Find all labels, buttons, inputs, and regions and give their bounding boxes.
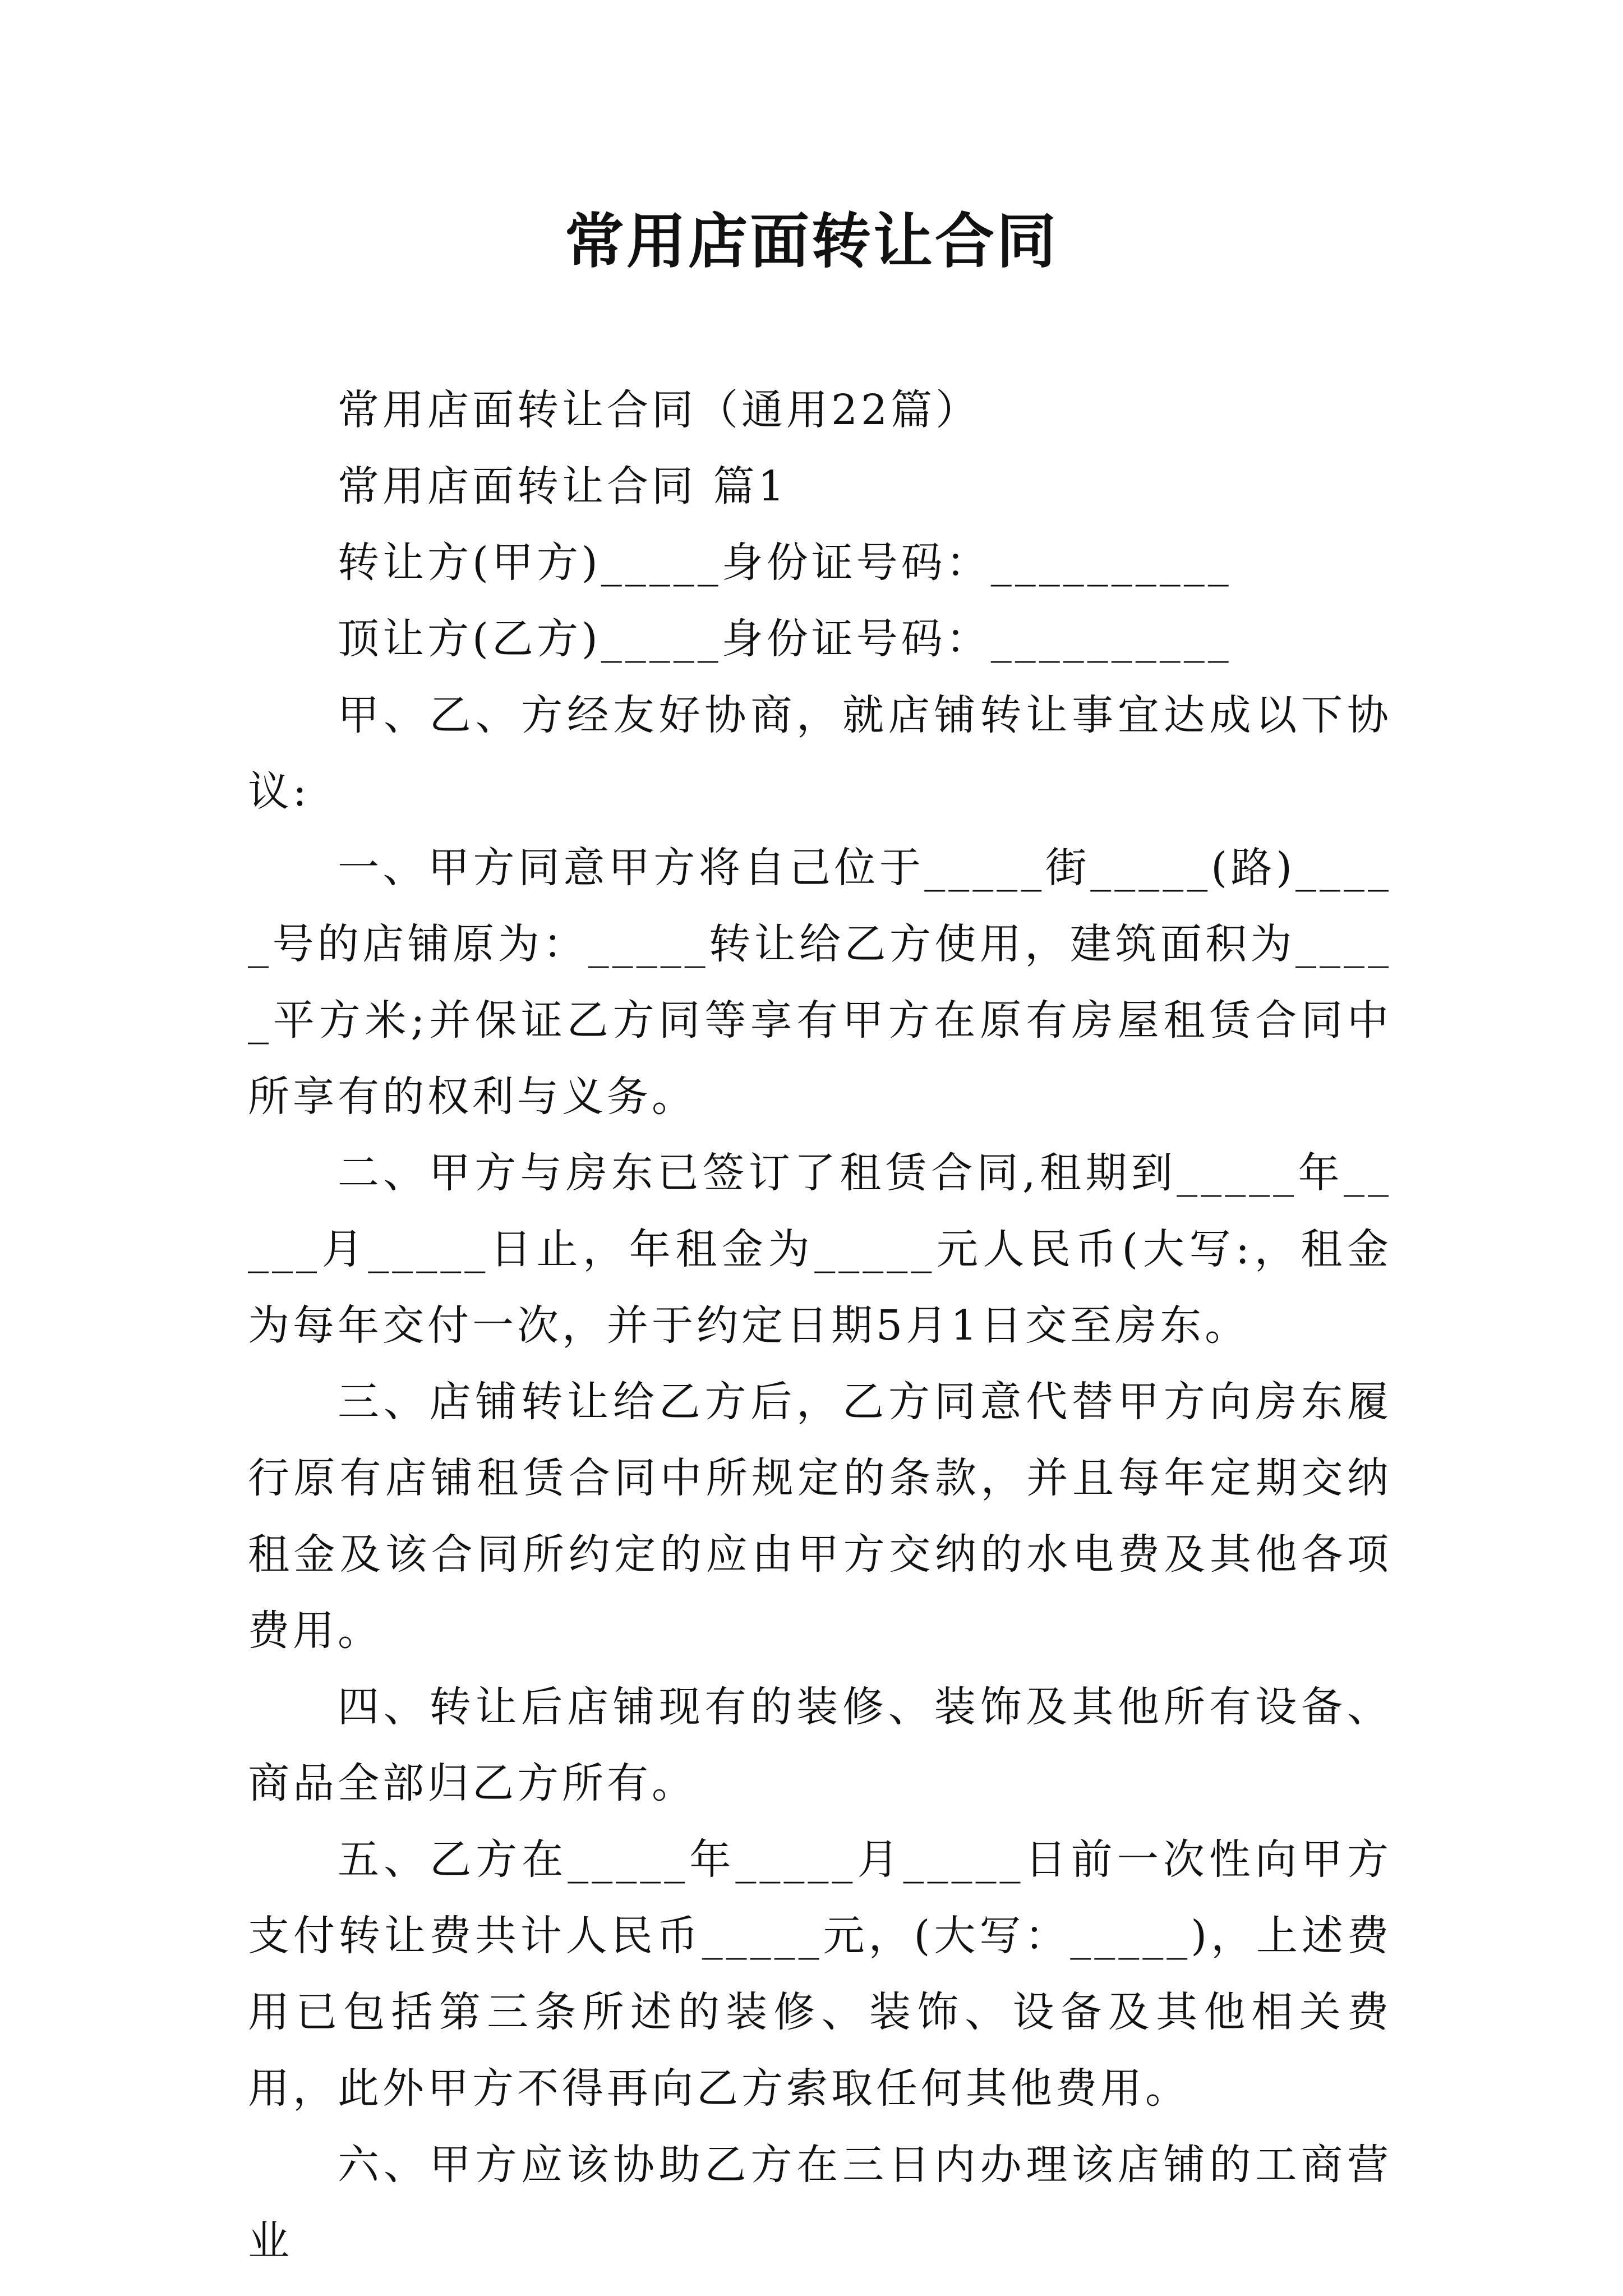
paragraph-part-heading: 常用店面转让合同 篇1 — [338, 462, 788, 510]
document-title: 常用店面转让合同 — [565, 206, 1058, 276]
paragraph-clause-3: 三、店铺转让给乙方后，乙方同意代替甲方向房东履行原有店铺租赁合同中所规定的条款，并且每年定期交纳租金及该合同所约定的应由甲方交纳的水电费及其他各项费用。 — [248, 1378, 1392, 1655]
paragraph-party-a: 转让方(甲方)_____身份证号码：__________ — [338, 539, 1232, 587]
paragraph-clause-6: 六、甲方应该协助乙方在三日内办理该店铺的工商营业 — [248, 2141, 1392, 2265]
paragraph-subtitle: 常用店面转让合同（通用22篇） — [338, 386, 981, 434]
paragraph-clause-1: 一、甲方同意甲方将自己位于_____街_____(路)_____号的店铺原为：_____转让给乙方使用，建筑面积为_____平方米;并保证乙方同等享有甲方在原有房屋租赁合同中所享有的权利与义务。 — [248, 844, 1392, 1121]
paragraph-clause-5: 五、乙方在_____年_____月_____日前一次性向甲方支付转让费共计人民币_____元，(大写：_____)，上述费用已包括第三条所述的装修、装饰、设备及其他相关费用，此外甲方不得再向乙方索取任何其他费用。 — [248, 1835, 1392, 2113]
paragraph-clause-2: 二、甲方与房东已签订了租赁合同,租期到_____年_____月_____日止，年租金为_____元人民币(大写:，租金为每年交付一次，并于约定日期5月1日交至房东。 — [248, 1149, 1392, 1350]
paragraph-preamble: 甲、乙、方经友好协商，就店铺转让事宜达成以下协议: — [248, 691, 1392, 816]
paragraph-clause-4: 四、转让后店铺现有的装修、装饰及其他所有设备、商品全部归乙方所有。 — [248, 1683, 1392, 1807]
paragraph-party-b: 顶让方(乙方)_____身份证号码：__________ — [338, 615, 1232, 663]
document-body — [248, 372, 1392, 2279]
